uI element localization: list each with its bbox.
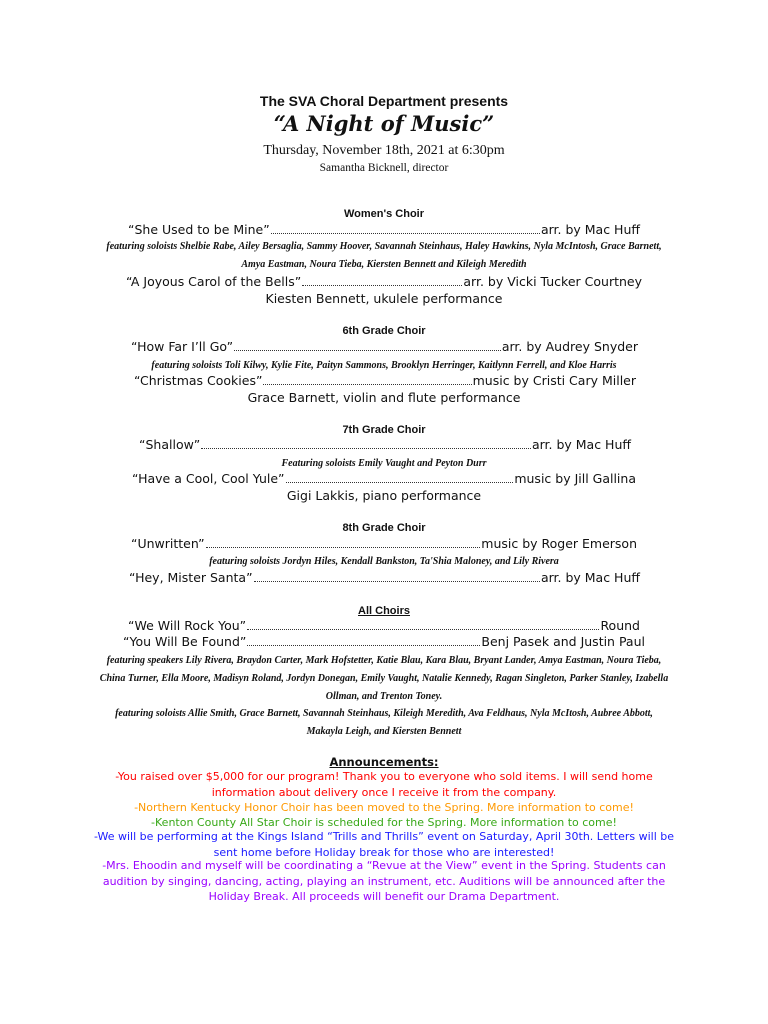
dot-leader — [263, 375, 471, 385]
program-entry — [126, 274, 642, 289]
featuring-soloists: featuring soloists Toli Kilwy, Kylie Fite, Paityn Sammons, Brooklyn Herringer, Kaitlynn Ferrell, and Kloe Harris — [151, 360, 617, 371]
song-credit: Round — [600, 618, 640, 633]
dot-leader — [286, 473, 514, 483]
performance-note: Grace Barnett, violin and flute performance — [247, 390, 521, 405]
concert-title: “A Night of Music” — [273, 111, 495, 136]
song-credit: music by Cristi Cary Miller — [472, 373, 636, 388]
featuring-soloists: featuring soloists Shelbie Rabe, Ailey Bersaglia, Sammy Hoover, Savannah Steinhaus, Haley Hawkins, Nyla McIntosh, Grace Barnett, Amya Eastman, Noura Tieba, Kiersten Bennett and Kileigh Meredith — [106, 241, 662, 270]
sixth-grade-choir-heading: 6th Grade Choir — [342, 325, 426, 337]
announcement-item — [84, 800, 684, 816]
presents-line: The SVA Choral Department presents — [259, 93, 509, 109]
song-title: “Unwritten” — [131, 536, 205, 551]
song-title: “Have a Cool, Cool Yule” — [132, 471, 285, 486]
dot-leader — [206, 538, 481, 548]
program-entry — [123, 634, 645, 649]
program-entry — [134, 373, 636, 388]
dot-leader — [254, 572, 540, 582]
program-entry — [131, 536, 637, 551]
song-credit: music by Jill Gallina — [514, 471, 636, 486]
program-entry — [128, 222, 640, 237]
announcement-item — [84, 858, 684, 905]
dot-leader — [234, 341, 501, 351]
song-title: “Christmas Cookies” — [134, 373, 263, 388]
announcements-heading: Announcements: — [329, 755, 439, 769]
song-title: “A Joyous Carol of the Bells” — [126, 274, 302, 289]
song-credit: Benj Pasek and Justin Paul — [481, 634, 645, 649]
all-choirs-heading — [0, 605, 768, 617]
announcement-text: -Northern Kentucky Honor Choir has been moved to the Spring. More information to come! — [134, 801, 634, 814]
program-entry — [139, 437, 631, 452]
song-credit: arr. by Audrey Snyder — [501, 339, 638, 354]
dot-leader — [201, 439, 531, 449]
performance-note: Gigi Lakkis, piano performance — [286, 488, 482, 503]
announcement-text: -We will be performing at the Kings Island “Trills and Thrills” event on Saturday, April 30th. Letters will be sent home before Holiday break for those who are interested! — [93, 830, 675, 859]
song-title: “You Will Be Found” — [123, 634, 247, 649]
announcement-text: -Mrs. Ehoodin and myself will be coordinating a “Revue at the View” event in the Spring. Students can audition by singing, dancing, acting, playing an instrument, etc. Auditions will be announced after the Holiday Break. All proceeds will benefit our Drama Department. — [102, 859, 666, 903]
director-line: Samantha Bicknell, director — [319, 162, 449, 174]
dot-leader — [247, 620, 599, 630]
performance-note: Kiesten Bennett, ukulele performance — [265, 291, 503, 306]
song-title: “How Far I’ll Go” — [131, 339, 234, 354]
announcement-item — [84, 829, 684, 860]
program-entry — [129, 570, 640, 585]
dot-leader — [302, 276, 462, 286]
song-title: “She Used to be Mine” — [128, 222, 270, 237]
announcement-text: -Kenton County All Star Choir is scheduled for the Spring. More information to come! — [151, 816, 617, 829]
featuring-soloists: featuring soloists Jordyn Hiles, Kendall Bankston, Ta'Shia Maloney, and Lily Rivera — [209, 556, 559, 567]
song-credit: music by Roger Emerson — [481, 536, 637, 551]
concert-date: Thursday, November 18th, 2021 at 6:30pm — [263, 143, 505, 158]
song-credit: arr. by Mac Huff — [540, 570, 640, 585]
song-credit: arr. by Mac Huff — [540, 222, 640, 237]
announcement-text: -You raised over $5,000 for our program! Thank you to everyone who sold items. I will send home information about delivery once I receive it from the company. — [115, 770, 653, 799]
featuring-soloists: Featuring soloists Emily Vaught and Peyton Durr — [281, 458, 487, 469]
dot-leader — [247, 636, 480, 646]
eighth-grade-choir-heading: 8th Grade Choir — [342, 522, 426, 534]
featuring-soloists: featuring soloists Allie Smith, Grace Barnett, Savannah Steinhaus, Kileigh Meredith, Ava Feldhaus, Nyla McItosh, Aubree Abbott, Makayla Leigh, and Kiersten Bennett — [115, 708, 653, 737]
seventh-grade-choir-heading: 7th Grade Choir — [342, 424, 426, 436]
song-credit: arr. by Mac Huff — [531, 437, 631, 452]
program-entry — [132, 471, 636, 486]
womens-choir-heading: Women's Choir — [343, 208, 425, 220]
song-title: “Shallow” — [139, 437, 201, 452]
featuring-speakers: featuring speakers Lily Rivera, Braydon Carter, Mark Hofstetter, Katie Blau, Kara Blau, Bryant Lander, Amya Eastman, Noura Tieba, China Turner, Ella Moore, Madisyn Roland, Jordyn Donegan, Emily Vaught, Natalie Kennedy, Ragan Singleton, Parker Stanley, Izabella Ollman, and Trenton Toney. — [99, 655, 669, 702]
song-title: “We Will Rock You” — [128, 618, 247, 633]
announcement-item — [84, 769, 684, 800]
dot-leader — [271, 224, 540, 234]
all-choirs-heading-text: All Choirs — [358, 605, 410, 617]
program-entry — [131, 339, 638, 354]
program-entry — [128, 618, 640, 633]
song-credit: arr. by Vicki Tucker Courtney — [463, 274, 642, 289]
song-title: “Hey, Mister Santa” — [129, 570, 253, 585]
